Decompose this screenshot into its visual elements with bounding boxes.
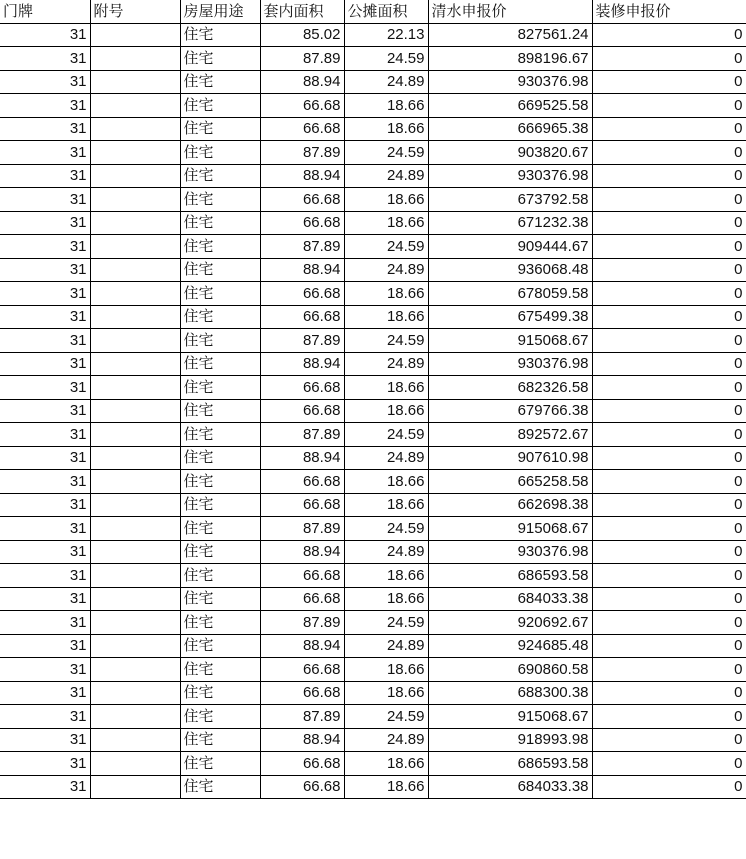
cell-usage[interactable]: 住宅 (180, 117, 260, 141)
header-cell-usage[interactable]: 房屋用途 (180, 0, 260, 23)
cell-shared-area[interactable]: 18.66 (344, 564, 428, 588)
cell-usage[interactable]: 住宅 (180, 376, 260, 400)
cell-inner-area[interactable]: 66.68 (260, 681, 344, 705)
cell-inner-area[interactable]: 66.68 (260, 117, 344, 141)
cell-decoration-price[interactable]: 0 (592, 352, 746, 376)
table-body (0, 23, 746, 799)
cell-decoration-price[interactable]: 0 (592, 493, 746, 517)
cell-sub-number[interactable] (90, 23, 180, 47)
cell-inner-area[interactable]: 87.89 (260, 47, 344, 71)
cell-inner-area[interactable]: 66.68 (260, 752, 344, 776)
cell-door-number[interactable]: 31 (0, 470, 90, 494)
cell-door-number[interactable]: 31 (0, 282, 90, 306)
cell-door-number[interactable]: 31 (0, 164, 90, 188)
cell-shared-area[interactable]: 18.66 (344, 94, 428, 118)
table-row (0, 23, 746, 47)
cell-sub-number[interactable] (90, 517, 180, 541)
cell-usage[interactable]: 住宅 (180, 258, 260, 282)
table-row (0, 117, 746, 141)
table-row (0, 47, 746, 71)
cell-inner-area[interactable]: 66.68 (260, 376, 344, 400)
cell-inner-area[interactable]: 88.94 (260, 70, 344, 94)
table-row (0, 775, 746, 799)
cell-bare-price[interactable]: 930376.98 (428, 70, 592, 94)
cell-door-number[interactable]: 31 (0, 352, 90, 376)
cell-door-number[interactable]: 31 (0, 141, 90, 165)
cell-usage[interactable]: 住宅 (180, 399, 260, 423)
cell-inner-area[interactable]: 66.68 (260, 94, 344, 118)
cell-bare-price[interactable]: 920692.67 (428, 611, 592, 635)
cell-sub-number[interactable] (90, 94, 180, 118)
cell-decoration-price[interactable]: 0 (592, 141, 746, 165)
cell-inner-area[interactable]: 87.89 (260, 423, 344, 447)
table-row (0, 164, 746, 188)
cell-decoration-price[interactable]: 0 (592, 329, 746, 353)
cell-bare-price[interactable]: 915068.67 (428, 329, 592, 353)
cell-inner-area[interactable]: 88.94 (260, 258, 344, 282)
cell-usage[interactable]: 住宅 (180, 470, 260, 494)
table-row (0, 752, 746, 776)
cell-bare-price[interactable]: 936068.48 (428, 258, 592, 282)
cell-sub-number[interactable] (90, 540, 180, 564)
cell-door-number[interactable]: 31 (0, 376, 90, 400)
cell-bare-price[interactable]: 690860.58 (428, 658, 592, 682)
cell-shared-area[interactable]: 24.89 (344, 258, 428, 282)
cell-usage[interactable]: 住宅 (180, 540, 260, 564)
cell-usage[interactable]: 住宅 (180, 329, 260, 353)
cell-door-number[interactable]: 31 (0, 258, 90, 282)
cell-sub-number[interactable] (90, 70, 180, 94)
cell-usage[interactable]: 住宅 (180, 587, 260, 611)
cell-shared-area[interactable]: 24.89 (344, 634, 428, 658)
cell-shared-area[interactable]: 18.66 (344, 587, 428, 611)
cell-usage[interactable]: 住宅 (180, 611, 260, 635)
cell-decoration-price[interactable]: 0 (592, 423, 746, 447)
cell-sub-number[interactable] (90, 164, 180, 188)
table-row (0, 493, 746, 517)
cell-inner-area[interactable]: 66.68 (260, 305, 344, 329)
cell-shared-area[interactable]: 18.66 (344, 117, 428, 141)
cell-shared-area[interactable]: 18.66 (344, 658, 428, 682)
table-row (0, 329, 746, 353)
cell-door-number[interactable]: 31 (0, 611, 90, 635)
cell-shared-area[interactable]: 18.66 (344, 493, 428, 517)
cell-bare-price[interactable]: 666965.38 (428, 117, 592, 141)
cell-bare-price[interactable]: 673792.58 (428, 188, 592, 212)
cell-bare-price[interactable]: 684033.38 (428, 587, 592, 611)
cell-bare-price[interactable]: 675499.38 (428, 305, 592, 329)
cell-usage[interactable]: 住宅 (180, 188, 260, 212)
cell-decoration-price[interactable]: 0 (592, 752, 746, 776)
cell-decoration-price[interactable]: 0 (592, 305, 746, 329)
cell-usage[interactable]: 住宅 (180, 94, 260, 118)
table-row (0, 305, 746, 329)
cell-sub-number[interactable] (90, 775, 180, 799)
cell-shared-area[interactable]: 24.59 (344, 423, 428, 447)
cell-inner-area[interactable]: 66.68 (260, 775, 344, 799)
table-row (0, 399, 746, 423)
cell-bare-price[interactable]: 909444.67 (428, 235, 592, 259)
cell-sub-number[interactable] (90, 352, 180, 376)
table-row (0, 423, 746, 447)
cell-inner-area[interactable]: 66.68 (260, 188, 344, 212)
table-row (0, 658, 746, 682)
cell-bare-price[interactable]: 686593.58 (428, 752, 592, 776)
cell-shared-area[interactable]: 24.59 (344, 517, 428, 541)
cell-bare-price[interactable]: 924685.48 (428, 634, 592, 658)
cell-usage[interactable]: 住宅 (180, 70, 260, 94)
cell-bare-price[interactable]: 930376.98 (428, 540, 592, 564)
cell-door-number[interactable]: 31 (0, 94, 90, 118)
cell-shared-area[interactable]: 24.89 (344, 446, 428, 470)
cell-bare-price[interactable]: 671232.38 (428, 211, 592, 235)
table-row (0, 587, 746, 611)
cell-door-number[interactable]: 31 (0, 188, 90, 212)
cell-door-number[interactable]: 31 (0, 775, 90, 799)
cell-sub-number[interactable] (90, 117, 180, 141)
cell-shared-area[interactable]: 24.89 (344, 540, 428, 564)
table-row (0, 258, 746, 282)
header-cell-shared-area[interactable]: 公摊面积 (344, 0, 428, 23)
cell-inner-area[interactable]: 66.68 (260, 470, 344, 494)
cell-decoration-price[interactable]: 0 (592, 681, 746, 705)
cell-shared-area[interactable]: 24.59 (344, 705, 428, 729)
cell-bare-price[interactable]: 915068.67 (428, 705, 592, 729)
cell-sub-number[interactable] (90, 282, 180, 306)
cell-door-number[interactable]: 31 (0, 305, 90, 329)
cell-decoration-price[interactable]: 0 (592, 235, 746, 259)
cell-inner-area[interactable]: 66.68 (260, 282, 344, 306)
cell-inner-area[interactable]: 87.89 (260, 141, 344, 165)
cell-door-number[interactable]: 31 (0, 705, 90, 729)
table-row (0, 141, 746, 165)
cell-decoration-price[interactable]: 0 (592, 611, 746, 635)
cell-door-number[interactable]: 31 (0, 329, 90, 353)
cell-bare-price[interactable]: 903820.67 (428, 141, 592, 165)
cell-bare-price[interactable]: 679766.38 (428, 399, 592, 423)
cell-inner-area[interactable]: 66.68 (260, 587, 344, 611)
cell-door-number[interactable]: 31 (0, 681, 90, 705)
cell-inner-area[interactable]: 66.68 (260, 399, 344, 423)
cell-sub-number[interactable] (90, 376, 180, 400)
cell-usage[interactable]: 住宅 (180, 681, 260, 705)
cell-sub-number[interactable] (90, 258, 180, 282)
cell-door-number[interactable]: 31 (0, 423, 90, 447)
cell-decoration-price[interactable]: 0 (592, 23, 746, 47)
header-cell-bare-price[interactable]: 清水申报价 (428, 0, 592, 23)
cell-shared-area[interactable]: 18.66 (344, 470, 428, 494)
cell-shared-area[interactable]: 24.59 (344, 611, 428, 635)
cell-inner-area[interactable]: 87.89 (260, 611, 344, 635)
cell-door-number[interactable]: 31 (0, 117, 90, 141)
cell-sub-number[interactable] (90, 493, 180, 517)
cell-shared-area[interactable]: 18.66 (344, 211, 428, 235)
cell-door-number[interactable]: 31 (0, 47, 90, 71)
cell-inner-area[interactable]: 87.89 (260, 517, 344, 541)
cell-usage[interactable]: 住宅 (180, 446, 260, 470)
header-cell-door-number[interactable]: 门牌 (0, 0, 90, 23)
cell-shared-area[interactable]: 24.89 (344, 728, 428, 752)
table-row (0, 564, 746, 588)
cell-inner-area[interactable]: 88.94 (260, 634, 344, 658)
cell-usage[interactable]: 住宅 (180, 634, 260, 658)
cell-shared-area[interactable]: 24.89 (344, 352, 428, 376)
table-row (0, 235, 746, 259)
cell-shared-area[interactable]: 18.66 (344, 188, 428, 212)
table-row (0, 540, 746, 564)
cell-bare-price[interactable]: 684033.38 (428, 775, 592, 799)
cell-door-number[interactable]: 31 (0, 493, 90, 517)
cell-decoration-price[interactable]: 0 (592, 188, 746, 212)
cell-shared-area[interactable]: 24.59 (344, 235, 428, 259)
cell-usage[interactable]: 住宅 (180, 211, 260, 235)
cell-shared-area[interactable]: 22.13 (344, 23, 428, 47)
cell-usage[interactable]: 住宅 (180, 423, 260, 447)
cell-usage[interactable]: 住宅 (180, 164, 260, 188)
table-row (0, 705, 746, 729)
cell-bare-price[interactable]: 827561.24 (428, 23, 592, 47)
cell-sub-number[interactable] (90, 423, 180, 447)
cell-usage[interactable]: 住宅 (180, 775, 260, 799)
cell-sub-number[interactable] (90, 399, 180, 423)
cell-shared-area[interactable]: 24.89 (344, 70, 428, 94)
cell-usage[interactable]: 住宅 (180, 705, 260, 729)
cell-decoration-price[interactable]: 0 (592, 258, 746, 282)
cell-usage[interactable]: 住宅 (180, 305, 260, 329)
cell-bare-price[interactable]: 930376.98 (428, 164, 592, 188)
cell-decoration-price[interactable]: 0 (592, 564, 746, 588)
cell-sub-number[interactable] (90, 658, 180, 682)
cell-door-number[interactable]: 31 (0, 564, 90, 588)
cell-inner-area[interactable]: 88.94 (260, 352, 344, 376)
cell-sub-number[interactable] (90, 47, 180, 71)
cell-shared-area[interactable]: 18.66 (344, 376, 428, 400)
cell-inner-area[interactable]: 87.89 (260, 705, 344, 729)
table-row (0, 517, 746, 541)
cell-sub-number[interactable] (90, 564, 180, 588)
cell-bare-price[interactable]: 918993.98 (428, 728, 592, 752)
cell-shared-area[interactable]: 18.66 (344, 681, 428, 705)
cell-decoration-price[interactable]: 0 (592, 446, 746, 470)
cell-sub-number[interactable] (90, 329, 180, 353)
cell-decoration-price[interactable]: 0 (592, 728, 746, 752)
cell-door-number[interactable]: 31 (0, 23, 90, 47)
cell-decoration-price[interactable]: 0 (592, 470, 746, 494)
cell-bare-price[interactable]: 907610.98 (428, 446, 592, 470)
cell-decoration-price[interactable]: 0 (592, 94, 746, 118)
cell-decoration-price[interactable]: 0 (592, 47, 746, 71)
cell-inner-area[interactable]: 66.68 (260, 493, 344, 517)
cell-inner-area[interactable]: 66.68 (260, 564, 344, 588)
cell-decoration-price[interactable]: 0 (592, 70, 746, 94)
cell-inner-area[interactable]: 85.02 (260, 23, 344, 47)
header-cell-decoration-price[interactable]: 装修申报价 (592, 0, 746, 23)
cell-decoration-price[interactable]: 0 (592, 658, 746, 682)
header-row (0, 0, 746, 23)
cell-sub-number[interactable] (90, 728, 180, 752)
cell-sub-number[interactable] (90, 634, 180, 658)
cell-decoration-price[interactable]: 0 (592, 705, 746, 729)
cell-door-number[interactable]: 31 (0, 235, 90, 259)
cell-door-number[interactable]: 31 (0, 634, 90, 658)
cell-usage[interactable]: 住宅 (180, 235, 260, 259)
cell-decoration-price[interactable]: 0 (592, 634, 746, 658)
cell-bare-price[interactable]: 665258.58 (428, 470, 592, 494)
cell-bare-price[interactable]: 682326.58 (428, 376, 592, 400)
cell-usage[interactable]: 住宅 (180, 752, 260, 776)
cell-decoration-price[interactable]: 0 (592, 376, 746, 400)
table-row (0, 282, 746, 306)
cell-usage[interactable]: 住宅 (180, 141, 260, 165)
header-cell-sub-number[interactable]: 附号 (90, 0, 180, 23)
table-row (0, 611, 746, 635)
cell-sub-number[interactable] (90, 752, 180, 776)
cell-shared-area[interactable]: 18.66 (344, 775, 428, 799)
table-row (0, 634, 746, 658)
cell-usage[interactable]: 住宅 (180, 282, 260, 306)
cell-sub-number[interactable] (90, 188, 180, 212)
table-row (0, 94, 746, 118)
cell-shared-area[interactable]: 24.59 (344, 329, 428, 353)
cell-bare-price[interactable]: 915068.67 (428, 517, 592, 541)
cell-sub-number[interactable] (90, 681, 180, 705)
cell-shared-area[interactable]: 18.66 (344, 282, 428, 306)
cell-decoration-price[interactable]: 0 (592, 775, 746, 799)
cell-decoration-price[interactable]: 0 (592, 282, 746, 306)
table-row (0, 728, 746, 752)
table-row (0, 211, 746, 235)
cell-door-number[interactable]: 31 (0, 211, 90, 235)
cell-decoration-price[interactable]: 0 (592, 164, 746, 188)
cell-usage[interactable]: 住宅 (180, 658, 260, 682)
cell-decoration-price[interactable]: 0 (592, 587, 746, 611)
cell-door-number[interactable]: 31 (0, 728, 90, 752)
cell-bare-price[interactable]: 688300.38 (428, 681, 592, 705)
cell-sub-number[interactable] (90, 211, 180, 235)
cell-bare-price[interactable]: 662698.38 (428, 493, 592, 517)
cell-shared-area[interactable]: 18.66 (344, 399, 428, 423)
table-row (0, 376, 746, 400)
cell-sub-number[interactable] (90, 305, 180, 329)
cell-door-number[interactable]: 31 (0, 587, 90, 611)
cell-inner-area[interactable]: 66.68 (260, 211, 344, 235)
cell-door-number[interactable]: 31 (0, 517, 90, 541)
cell-sub-number[interactable] (90, 446, 180, 470)
cell-inner-area[interactable]: 87.89 (260, 329, 344, 353)
header-cell-inner-area[interactable]: 套内面积 (260, 0, 344, 23)
cell-sub-number[interactable] (90, 141, 180, 165)
cell-door-number[interactable]: 31 (0, 446, 90, 470)
cell-decoration-price[interactable]: 0 (592, 540, 746, 564)
cell-sub-number[interactable] (90, 470, 180, 494)
cell-inner-area[interactable]: 66.68 (260, 658, 344, 682)
table-row (0, 681, 746, 705)
cell-shared-area[interactable]: 18.66 (344, 752, 428, 776)
table-row (0, 188, 746, 212)
cell-decoration-price[interactable]: 0 (592, 117, 746, 141)
cell-sub-number[interactable] (90, 587, 180, 611)
cell-bare-price[interactable]: 686593.58 (428, 564, 592, 588)
cell-usage[interactable]: 住宅 (180, 23, 260, 47)
cell-door-number[interactable]: 31 (0, 752, 90, 776)
cell-sub-number[interactable] (90, 235, 180, 259)
cell-door-number[interactable]: 31 (0, 540, 90, 564)
table-row (0, 352, 746, 376)
cell-door-number[interactable]: 31 (0, 399, 90, 423)
table-row (0, 470, 746, 494)
cell-inner-area[interactable]: 88.94 (260, 164, 344, 188)
cell-shared-area[interactable]: 24.59 (344, 47, 428, 71)
cell-decoration-price[interactable]: 0 (592, 211, 746, 235)
cell-bare-price[interactable]: 669525.58 (428, 94, 592, 118)
cell-usage[interactable]: 住宅 (180, 47, 260, 71)
cell-inner-area[interactable]: 88.94 (260, 446, 344, 470)
cell-decoration-price[interactable]: 0 (592, 517, 746, 541)
cell-inner-area[interactable]: 88.94 (260, 540, 344, 564)
cell-shared-area[interactable]: 24.89 (344, 164, 428, 188)
cell-bare-price[interactable]: 678059.58 (428, 282, 592, 306)
table-row (0, 446, 746, 470)
cell-bare-price[interactable]: 892572.67 (428, 423, 592, 447)
cell-shared-area[interactable]: 24.59 (344, 141, 428, 165)
cell-sub-number[interactable] (90, 611, 180, 635)
cell-shared-area[interactable]: 18.66 (344, 305, 428, 329)
cell-decoration-price[interactable]: 0 (592, 399, 746, 423)
cell-inner-area[interactable]: 88.94 (260, 728, 344, 752)
cell-inner-area[interactable]: 87.89 (260, 235, 344, 259)
cell-usage[interactable]: 住宅 (180, 517, 260, 541)
cell-bare-price[interactable]: 898196.67 (428, 47, 592, 71)
cell-bare-price[interactable]: 930376.98 (428, 352, 592, 376)
cell-door-number[interactable]: 31 (0, 658, 90, 682)
cell-usage[interactable]: 住宅 (180, 728, 260, 752)
cell-usage[interactable]: 住宅 (180, 564, 260, 588)
cell-sub-number[interactable] (90, 705, 180, 729)
cell-usage[interactable]: 住宅 (180, 352, 260, 376)
cell-usage[interactable]: 住宅 (180, 493, 260, 517)
table-row (0, 70, 746, 94)
cell-door-number[interactable]: 31 (0, 70, 90, 94)
